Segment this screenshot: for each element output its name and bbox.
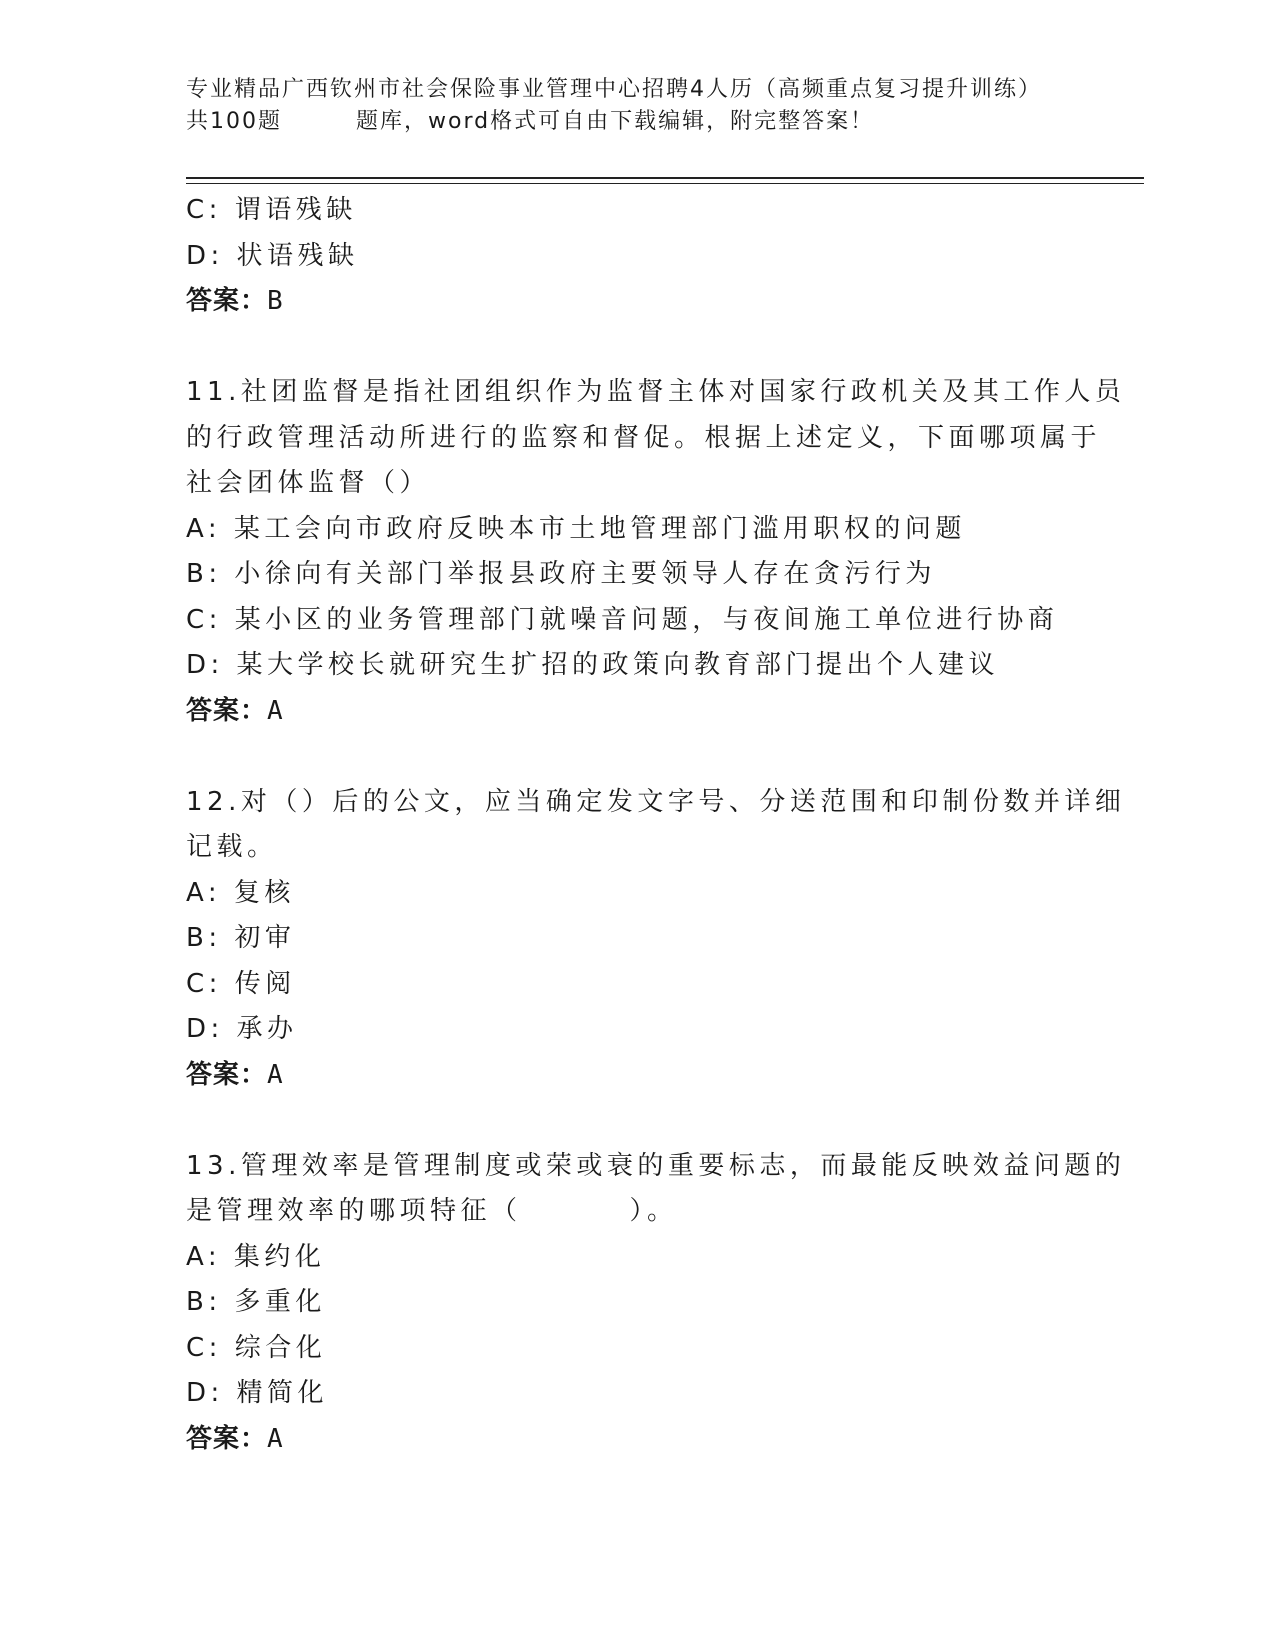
header-title-line: 专业精品广西钦州市社会保险事业管理中心招聘4人历（高频重点复习提升训练）	[186, 77, 1042, 102]
answer-line: 答案：B	[186, 286, 284, 316]
option-a: A: 复核	[186, 877, 295, 908]
option-d: D: 某大学校长就研究生扩招的政策向教育部门提出个人建议	[186, 650, 1000, 680]
question-text: 12.对（）后的公文，应当确定发文字号、分送范围和印制份数并详细 记载。	[186, 786, 1126, 862]
option-c: C: 综合化	[186, 1332, 327, 1363]
option-c: C: 谓语残缺	[186, 195, 357, 225]
question-13	[186, 1144, 1126, 1463]
option-d: D: 状语残缺	[186, 240, 359, 271]
document-body	[186, 188, 1126, 1462]
question-number: 13.	[186, 1150, 241, 1181]
answer-line: 答案：A	[186, 695, 284, 726]
document-header	[186, 74, 1086, 138]
option-a: A: 集约化	[186, 1241, 326, 1272]
header-count: 共100题	[186, 109, 282, 134]
option-c: C: 传阅	[186, 968, 296, 999]
option-b: B: 初审	[186, 923, 296, 953]
question-number: 11.	[186, 377, 241, 407]
question-text: 11.社团监督是指社团组织作为监督主体对国家行政机关及其工作人员 的行政管理活动所进行的监察和督促。根据上述定义，下面哪项属于 社会团体监督（）	[186, 377, 1126, 498]
option-b: B: 多重化	[186, 1287, 326, 1317]
question-11	[186, 370, 1126, 734]
option-a: A: 某工会向市政府反映本市土地管理部门滥用职权的问题	[186, 513, 966, 544]
option-c: C: 某小区的业务管理部门就噪音问题，与夜间施工单位进行协商	[186, 604, 1059, 635]
question-12	[186, 780, 1126, 1099]
option-d: D: 精简化	[186, 1378, 329, 1408]
question-number: 12.	[186, 786, 241, 817]
option-d: D: 承办	[186, 1014, 298, 1044]
answer-line: 答案：A	[186, 1059, 284, 1090]
header-divider	[186, 177, 1144, 179]
header-divider-thin	[186, 183, 1144, 184]
answer-line: 答案：A	[186, 1423, 284, 1454]
prev-question-block	[186, 188, 1086, 325]
header-description: 题库，word格式可自由下载编辑，附完整答案！	[356, 109, 875, 134]
question-text: 13.管理效率是管理制度或荣或衰的重要标志，而最能反映效益问题的 是管理效率的哪项特征（ ）。	[186, 1150, 1126, 1226]
option-b: B: 小徐向有关部门举报县政府主要领导人存在贪污行为	[186, 559, 936, 589]
